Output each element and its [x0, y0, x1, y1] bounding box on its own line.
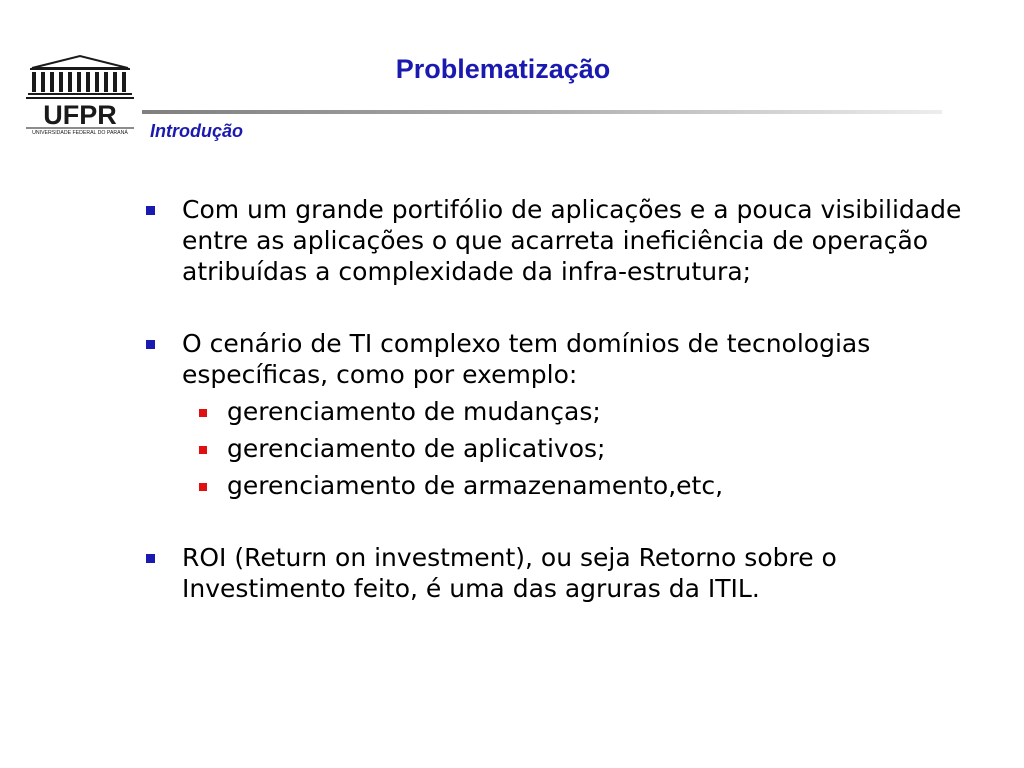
square-bullet-icon [146, 206, 155, 215]
sub-bullet-text: gerenciamento de mudanças; [227, 397, 601, 426]
sub-bullet-list [182, 396, 996, 501]
square-sub-bullet-icon [199, 409, 207, 417]
bullet-item [146, 194, 996, 287]
sub-bullet-item [182, 396, 996, 427]
sub-bullet-text: gerenciamento de aplicativos; [227, 434, 606, 463]
bullet-item [146, 542, 996, 604]
slide-subtitle: Introdução [150, 121, 243, 141]
sub-bullet-text: gerenciamento de armazenamento,etc, [227, 471, 724, 500]
bullet-text: Com um grande portifólio de aplicações e a pouca visibilidade entre as aplicações o que acarreta ineficiência de operação atribuídas a complexidade da infra-estrutura; [182, 195, 962, 286]
logo-text: UFPR [43, 100, 117, 130]
header-divider [142, 110, 942, 114]
sub-bullet-item [182, 470, 996, 501]
square-bullet-icon [146, 554, 155, 563]
square-bullet-icon [146, 340, 155, 349]
sub-bullet-item [182, 433, 996, 464]
square-sub-bullet-icon [199, 446, 207, 454]
bullet-text: O cenário de TI complexo tem domínios de tecnologias específicas, como por exemplo: [182, 329, 871, 389]
logo-subtext: UNIVERSIDADE FEDERAL DO PARANÁ [32, 130, 128, 136]
bullet-item [146, 328, 996, 501]
square-sub-bullet-icon [199, 483, 207, 491]
bullet-text: ROI (Return on investment), ou seja Retorno sobre o Investimento feito, é uma das agruras da ITIL. [182, 543, 837, 603]
bullet-list [146, 194, 996, 604]
slide-title: Problematização [395, 54, 611, 84]
